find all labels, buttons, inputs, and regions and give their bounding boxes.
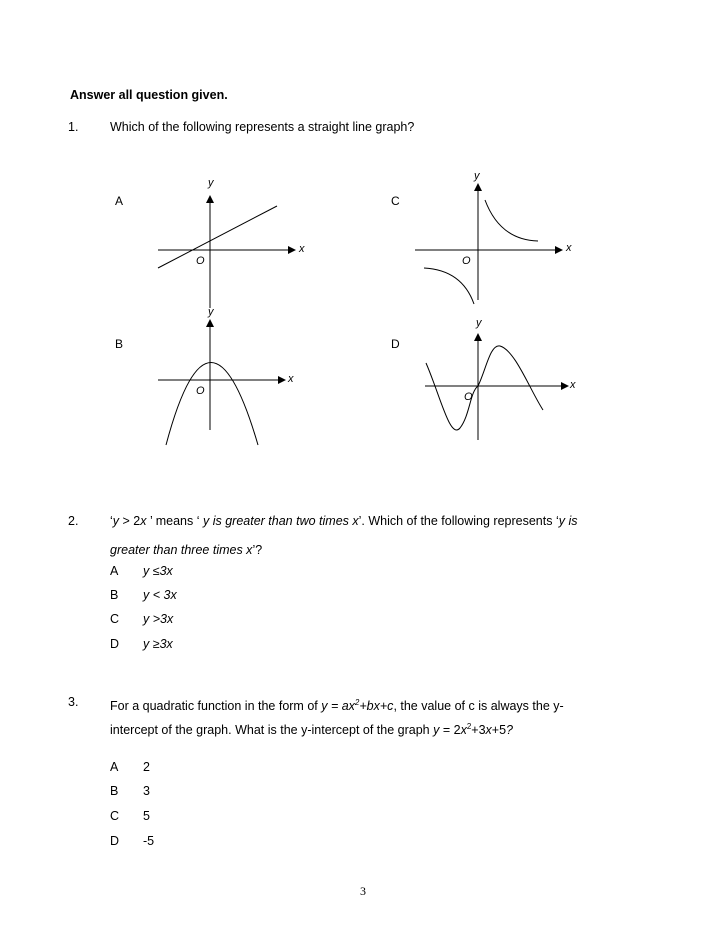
q3-number: 3. <box>68 695 79 709</box>
graph-d-label: D <box>391 337 400 351</box>
q2-line1: ‘y > 2x ’ means ‘ y is greater than two times x’. Which of the following represents ‘y is <box>110 514 578 528</box>
graph-c-curve-lower <box>424 268 474 304</box>
q2-option-b-value: y < 3x <box>143 588 177 602</box>
graph-a-y-label: y <box>208 177 214 189</box>
graph-b-label: B <box>115 337 124 351</box>
graph-a-origin: O <box>196 255 205 267</box>
q2-option-c-letter: C <box>110 612 120 626</box>
graph-b-origin: O <box>196 385 205 397</box>
q2-line2: greater than three times x’? <box>110 543 263 557</box>
instruction: Answer all question given. <box>70 88 228 102</box>
graph-c-y-label: y <box>474 170 480 182</box>
q3-line2: intercept of the graph. What is the y-intercept of the graph $y = 2x^2+3x+5$? <box>110 722 513 738</box>
q3-option-a-value: 2 <box>143 760 150 774</box>
q2-option-a-letter: A <box>110 564 119 578</box>
q1-number: 1. <box>68 120 79 134</box>
graph-a-x-label: x <box>299 243 305 255</box>
q2-option-d-letter: D <box>110 637 120 651</box>
q3-line1: For a quadratic function in the form of $y = ax^2+bx+c$, the value of c is always the y- <box>110 698 564 714</box>
graph-d-y-label: y <box>476 317 482 329</box>
graph-d-wave <box>426 346 543 430</box>
graph-a-label: A <box>115 194 124 208</box>
q3-option-c-value: 5 <box>143 809 150 823</box>
q3-option-b-value: 3 <box>143 784 150 798</box>
page-number: 3 <box>360 884 366 898</box>
q2-option-d-value: y ≥3x <box>143 637 173 651</box>
q3-option-d-letter: D <box>110 834 120 848</box>
graph-c-label: C <box>391 194 400 208</box>
q2-option-c-value: y >3x <box>143 612 174 626</box>
graph-d-origin: O <box>464 391 473 403</box>
q1-text: Which of the following represents a straight line graph? <box>110 120 415 134</box>
q2-option-b-letter: B <box>110 588 119 602</box>
q3-option-d-value: -5 <box>143 834 155 848</box>
q3-option-a-letter: A <box>110 760 119 774</box>
graph-c-curve-upper <box>485 200 538 241</box>
q2-number: 2. <box>68 514 79 528</box>
graph-a-line <box>158 206 277 268</box>
graph-b-x-label: x <box>288 373 294 385</box>
q3-option-c-letter: C <box>110 809 120 823</box>
graph-b-parabola <box>166 363 258 446</box>
q3-option-b-letter: B <box>110 784 119 798</box>
graph-d-x-label: x <box>570 379 576 391</box>
graph-c-x-label: x <box>566 242 572 254</box>
graph-b-y-label: y <box>208 306 214 318</box>
q2-option-a-value: y ≤3x <box>143 564 173 578</box>
graph-c-origin: O <box>462 255 471 267</box>
